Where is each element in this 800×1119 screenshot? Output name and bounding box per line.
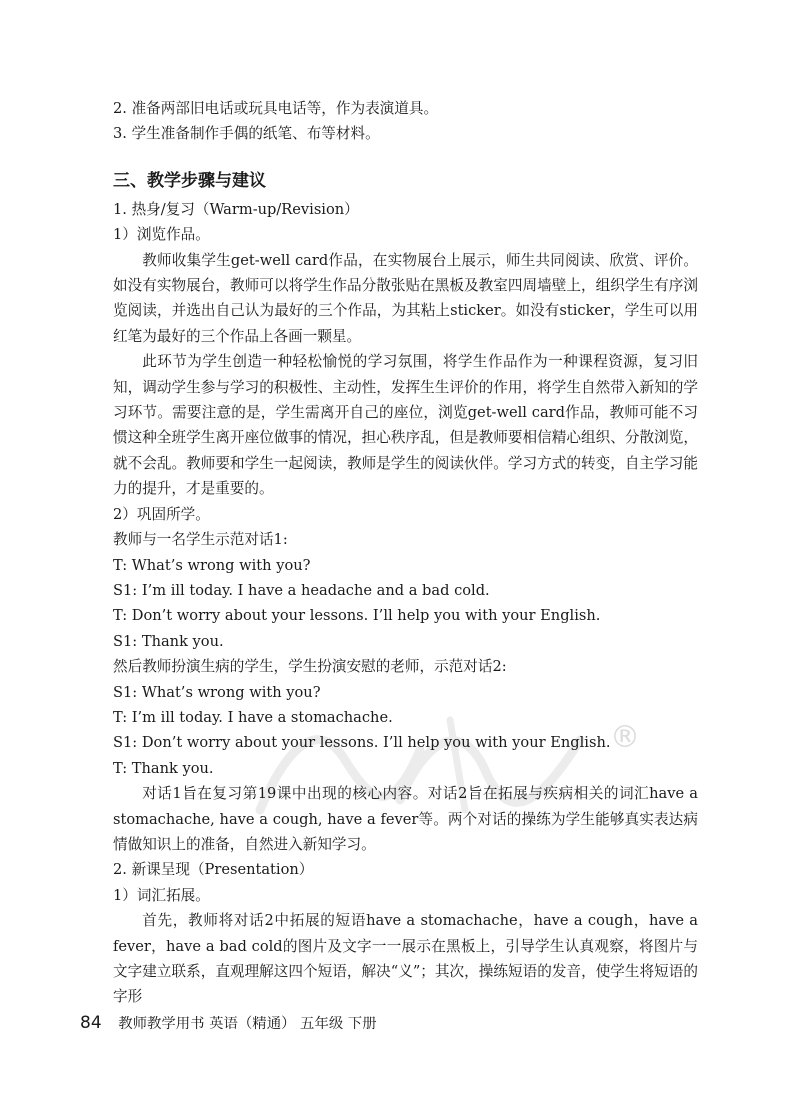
- book-title: 教师教学用书 英语（精通） 五年级 下册: [118, 1016, 377, 1032]
- prep-item: 2. 准备两部旧电话或玩具电话等，作为表演道具。: [113, 100, 439, 117]
- paragraph-rationale: 此环节为学生创造一种轻松愉悦的学习氛围，将学生作品作为一种课程资源，复习旧知，调动学生参与学习的积极性、主动性，发挥生生评价的作用，将学生自然带入新知的学习环节。需要注意的是，学生需离开自己的座位，浏览get-well card作品，教师可能不习惯这种全班学生离开座位做事的情况，担心秩序乱，但是教师要相信精心组织、分散浏览，就不会乱。教师要和学生一起阅读，教师是学生的阅读伙伴。学习方式的转变，自主学习能力的提升，才是重要的。: [113, 353, 698, 498]
- page-number: 84: [80, 1013, 102, 1033]
- page-footer: [80, 1012, 377, 1033]
- paragraph-browse: 教师收集学生get-well card作品，在实物展台上展示，师生共同阅读、欣赏、评价。如没有实物展台，教师可以将学生作品分散张贴在黑板及教室四周墙壁上，组织学生有序浏览阅读，并选出自己认为最好的三个作品，为其粘上sticker。如没有sticker，学生可以用红笔为最好的三个作品上各画一颗星。: [113, 251, 698, 345]
- prep-item: 3. 学生准备制作手偶的纸笔、布等材料。: [113, 125, 380, 143]
- dialog-line: S1: Thank you.: [113, 632, 224, 650]
- step2-heading: 2. 新课呈现（Presentation）: [113, 861, 314, 879]
- main-text: [113, 96, 698, 1010]
- dialog-line: T: Don’t worry about your lessons. I’ll help you with your English.: [113, 607, 601, 625]
- step1-heading: 1. 热身/复习（Warm-up/Revision）: [113, 200, 359, 218]
- registered-mark: ®: [610, 720, 640, 755]
- paragraph-vocabulary: 首先，教师将对话2中拓展的短语have a stomachache，have a cough，have a fever，have a bad cold的图片及文字一一展示在黑板上，引导学生认真观察，将图片与文字建立联系，直观理解这四个短语，解决“义”；其次，操练短语的发音，使学生将短语的字形: [113, 912, 698, 1006]
- step2-subheading-1: 1）词汇拓展。: [113, 886, 210, 904]
- dialog-line: T: I’m ill today. I have a stomachache.: [113, 708, 393, 726]
- step1-subheading-2: 2）巩固所学。: [113, 505, 210, 523]
- paragraph-dialog-purpose: 对话1旨在复习第19课中出现的核心内容。对话2旨在拓展与疾病相关的词汇have a stomachache, have a cough, have a fever等。两个对话的操练为学生能够真实表达病情做知识上的准备，自然进入新知学习。: [113, 785, 698, 853]
- dialog-line: T: What’s wrong with you?: [113, 556, 311, 574]
- section-title: 三、教学步骤与建议: [113, 170, 266, 191]
- dialog-line: T: Thank you.: [113, 759, 214, 777]
- dialog-line: S1: What’s wrong with you?: [113, 683, 321, 701]
- dialog2-intro: 然后教师扮演生病的学生，学生扮演安慰的老师，示范对话2:: [113, 658, 507, 676]
- dialog-line: S1: I’m ill today. I have a headache and a bad cold.: [113, 581, 490, 599]
- step1-subheading-1: 1）浏览作品。: [113, 226, 210, 244]
- dialog-line: S1: Don’t worry about your lessons. I’ll help you with your English.: [113, 734, 611, 752]
- dialog1-intro: 教师与一名学生示范对话1:: [113, 531, 288, 549]
